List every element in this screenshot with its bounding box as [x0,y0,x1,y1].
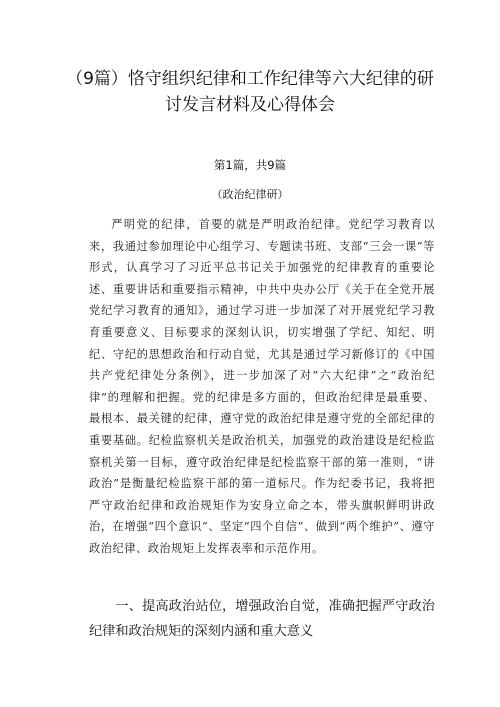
body-paragraph: 严明党的纪律，首要的就是严明政治纪律。党纪学习教育以来，我通过参加理论中心组学习、专题读书班、支部“三会一课”等形式，认真学习了习近平总书记关于加强党的纪律教育的重要论述、重要讲话和重要指示精神，中共中央办公厅《关于在全党开展党纪学习教育的通知》，通过学习进一步加深了对开展党纪学习教育重要意义、目标要求的深刻认识，切实增强了学纪、知纪、明纪、守纪的思想政治和行动自觉，尤其是通过学习新修订的《中国共产党纪律处分条例》，进一步加深了对“六大纪律”之“政治纪律”的理解和把握。党的纪律是多方面的，但政治纪律是最重要、最根本、最关键的纪律，遵守党的政治纪律是遵守党的全部纪律的重要基础。纪检监察机关是政治机关，加强党的政治建设是纪检监察机关第一目标，遵守政治纪律是纪检监察干部的第一准则，“讲政治”是衡量纪检监察干部的第一道标尺。作为纪委书记，我将把严守政治纪律和政治规矩作为安身立命之本，带头旗帜鲜明讲政治，在增强“四个意识”、坚定“四个自信”、做到“两个维护”、遵守政治纪律、政治规矩上发挥表率和示范作用。 [89,218,435,555]
document-title-line2: 讨发言材料及心得体会 [165,95,335,115]
part-count: 第1篇，共9篇 [213,158,287,172]
document-title-line1: （9篇）恪守组织纪律和工作纪律等六大纪律的研 [66,69,434,89]
section-label: （政治纪律研） [211,188,289,201]
section-heading: 一、提高政治站位，增强政治自觉，准确把握严守政治纪律和政治规矩的深刻内涵和重大意义 [89,599,435,639]
